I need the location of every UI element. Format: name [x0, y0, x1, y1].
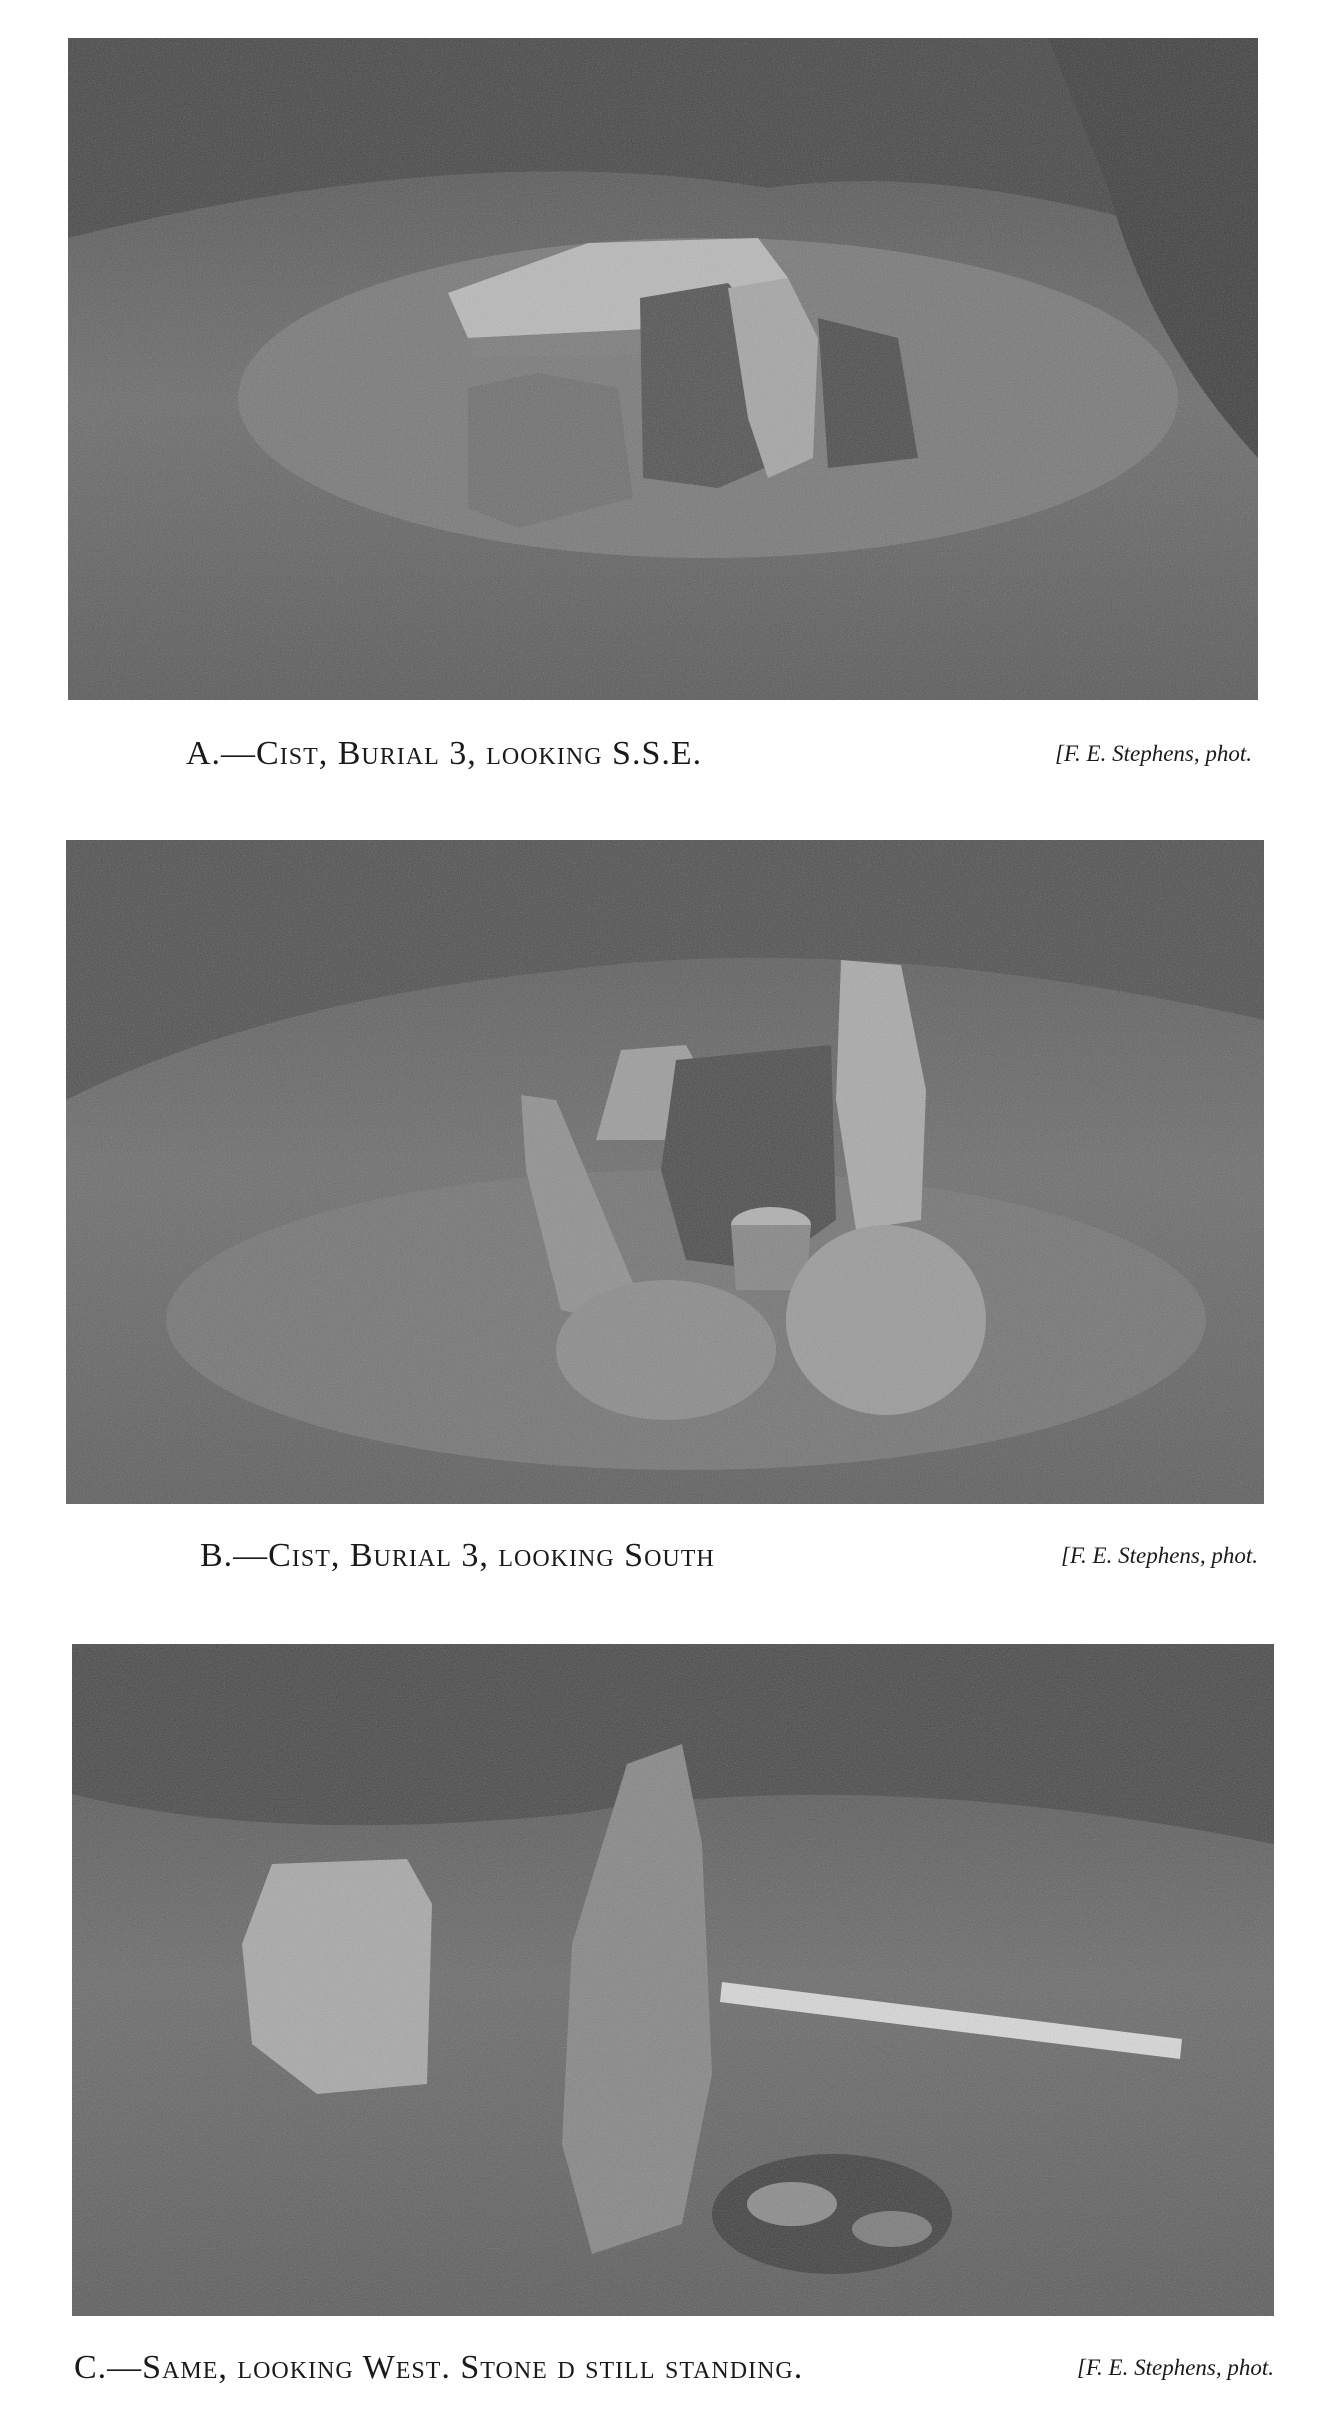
caption-a-text: A.—Cist, Burial 3, looking S.S.E. [186, 735, 703, 772]
caption-b [200, 1526, 1258, 1586]
photo-c-looking-west [72, 1644, 1274, 2316]
caption-c-credit: [F. E. Stephens, phot. [1077, 2355, 1274, 2380]
caption-c-text: C.—Same, looking West. Stone d still standing. [74, 2349, 804, 2386]
caption-a-credit: [F. E. Stephens, phot. [1055, 741, 1252, 766]
photo-a-cist-looking-sse [68, 38, 1258, 700]
caption-b-credit: [F. E. Stephens, phot. [1061, 1543, 1258, 1568]
photo-b-cist-looking-south [66, 840, 1264, 1504]
caption-a [186, 724, 1252, 784]
caption-c [74, 2338, 1274, 2398]
caption-b-text: B.—Cist, Burial 3, looking South [200, 1537, 715, 1574]
